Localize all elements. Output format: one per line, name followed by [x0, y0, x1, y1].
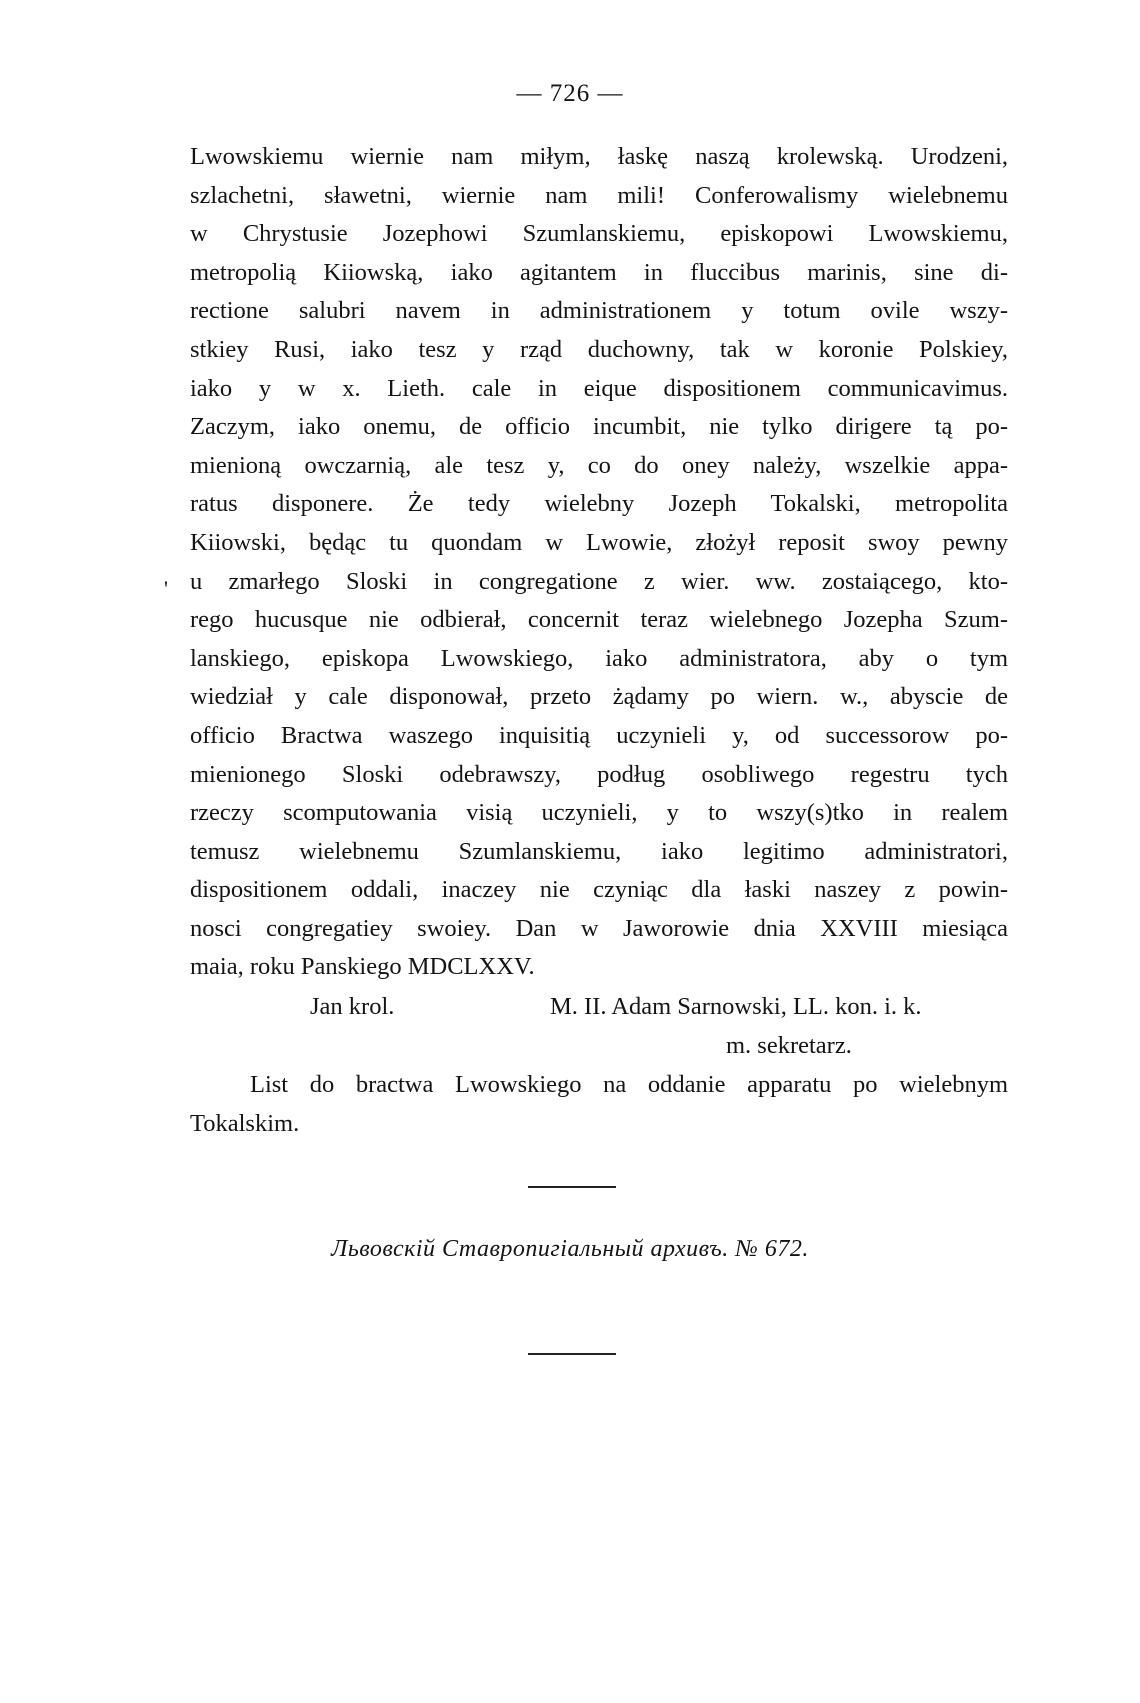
body-line: rego hucusque nie odbierał, concernit teraz wielebnego Jozepha Szum-	[190, 606, 1008, 634]
signature-row	[190, 1027, 1008, 1066]
next-document-heading	[190, 1066, 1008, 1143]
archive-source-note: Львовскій Ставропигіальный архивъ. № 672.	[331, 1236, 809, 1262]
divider-rule	[528, 1186, 616, 1188]
signature-block	[190, 988, 1008, 1065]
body-line: dispositionem oddali, inaczey nie czyniąc dla łaski naszey z powin-	[190, 876, 1008, 904]
divider-rule	[528, 1353, 616, 1355]
letter-body	[190, 138, 1008, 987]
body-line: metropolią Kiiowską, iako agitantem in fluccibus marinis, sine di-	[190, 258, 1008, 286]
margin-mark: '	[164, 576, 168, 601]
signature-row	[190, 988, 1008, 1027]
body-line: nosci congregatiey swoiey. Dan w Jaworowie dnia XXVIII miesiąca	[190, 914, 1008, 942]
body-line: mienionego Sloski odebrawszy, podług osobliwego regestru tych	[190, 760, 1008, 788]
heading-line: List do bractwa Lwowskiego na oddanie apparatu po wielebnym	[250, 1071, 1008, 1098]
body-line: lanskiego, episkopa Lwowskiego, iako administratora, aby o tym	[190, 644, 1008, 672]
body-line: temusz wielebnemu Szumlanskiemu, iako legitimo administratori,	[190, 837, 1008, 865]
body-line: stkiey Rusi, iako tesz y rząd duchowny, tak w koronie Polskiey,	[190, 335, 1008, 363]
body-line: rzeczy scomputowania visią uczynieli, y to wszy(s)tko in realem	[190, 799, 1008, 827]
secretary-signature: M. II. Adam Sarnowski, LL. kon. i. k.	[550, 993, 922, 1020]
body-line: Kiiowski, będąc tu quondam w Lwowie, złożył reposit swoy pewny	[190, 528, 1008, 556]
body-line: szlachetni, sławetni, wiernie nam mili! Conferowalismy wielebnemu	[190, 181, 1008, 209]
secretary-title: m. sekretarz.	[726, 1031, 852, 1059]
body-line: mienioną owczarnią, ale tesz y, co do oney należy, wszelkie appa-	[190, 451, 1008, 479]
body-line: Zaczym, iako onemu, de officio incumbit, nie tylko dirigere tą po-	[190, 413, 1008, 441]
heading-line: Tokalskim.	[190, 1109, 300, 1137]
body-line: officio Bractwa waszego inquisitią uczynieli y, od successorow po-	[190, 721, 1008, 749]
body-line: iako y w x. Lieth. cale in eique dispositionem communicavimus.	[190, 374, 1008, 402]
body-line: wiedział y cale disponował, przeto żądamy po wiern. w., abyscie de	[190, 683, 1008, 711]
body-line: maia, roku Panskiego MDCLXXV.	[190, 953, 535, 981]
page-number: — 726 —	[516, 80, 624, 107]
king-signature: Jan krol.	[310, 993, 395, 1020]
body-line: u zmarłego Sloski in congregatione z wier. ww. zostaiącego, kto-	[190, 567, 1008, 595]
body-line: rectione salubri navem in administrationem y totum ovile wszy-	[190, 297, 1008, 325]
body-line: ratus disponere. Że tedy wielebny Jozeph Tokalski, metropolita	[190, 490, 1008, 518]
body-line: w Chrystusie Jozephowi Szumlanskiemu, episkopowi Lwowskiemu,	[190, 220, 1008, 248]
body-line: Lwowskiemu wiernie nam miłym, łaskę naszą krolewską. Urodzeni,	[190, 143, 1008, 170]
